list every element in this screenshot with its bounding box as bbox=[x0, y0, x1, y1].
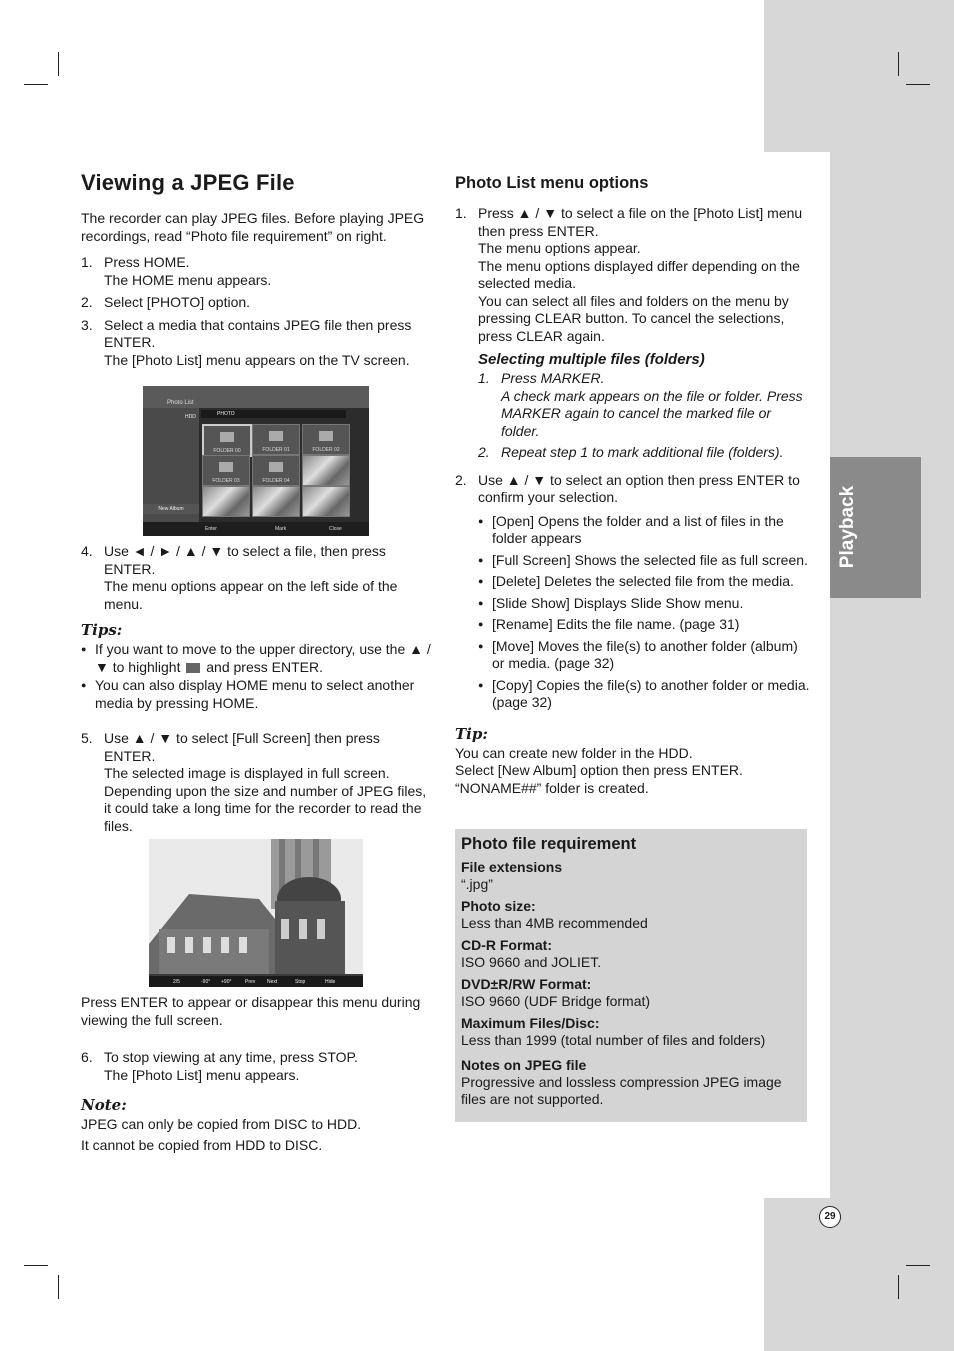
fullscreen-photo-screenshot bbox=[149, 839, 363, 987]
crop-mark bbox=[906, 84, 930, 85]
fullscreen-note: Press ENTER to appear or disappear this menu during viewing the full screen. bbox=[81, 994, 421, 1028]
photo-thumb bbox=[252, 486, 300, 517]
folder-thumb: FOLDER 00 bbox=[202, 424, 252, 457]
requirement-title: Photo file requirement bbox=[461, 835, 637, 853]
left-column-continued bbox=[81, 543, 431, 840]
folder-thumb: FOLDER 01 bbox=[252, 424, 300, 455]
req-value: Less than 4MB recommended bbox=[461, 915, 648, 931]
tip-item: ● You can also display HOME menu to select another media by pressing HOME. bbox=[81, 677, 431, 712]
folder-up-icon bbox=[186, 663, 200, 673]
photo-list-screenshot bbox=[143, 386, 369, 536]
page-title: Viewing a JPEG File bbox=[81, 170, 295, 195]
note-line: It cannot be copied from HDD to DISC. bbox=[81, 1136, 323, 1153]
crop-mark bbox=[58, 1275, 59, 1299]
req-label: Maximum Files/Disc: bbox=[461, 1015, 600, 1031]
page-number: 29 bbox=[819, 1206, 841, 1228]
option-item: ● [Full Screen] Shows the selected file as full screen. bbox=[478, 552, 810, 570]
option-item: ● [Open] Opens the folder and a list of files in the folder appears bbox=[478, 513, 810, 548]
tip-title: Tip: bbox=[455, 724, 488, 743]
req-value: Less than 1999 (total number of files and folders) bbox=[461, 1032, 766, 1048]
right-column bbox=[455, 170, 810, 797]
tip-item: ● If you want to move to the upper directory, use the ▲ / ▼ to highlight and press ENTER. bbox=[81, 641, 431, 676]
req-label: Notes on JPEG file bbox=[461, 1057, 587, 1073]
req-value: ISO 9660 and JOLIET. bbox=[461, 954, 602, 970]
req-value: “.jpg” bbox=[461, 876, 493, 892]
intro-text: The recorder can play JPEG files. Before playing JPEG recordings, read “Photo file requirement” on right. bbox=[81, 210, 425, 244]
path-bar: PHOTO bbox=[201, 410, 346, 418]
req-label: CD-R Format: bbox=[461, 937, 552, 953]
crop-mark bbox=[24, 84, 48, 85]
step: 5. Use ▲ / ▼ to select [Full Screen] then press ENTER. The selected image is displayed in full screen. Depending upon the size and number of JPEG files, it could take a long time for the recorder to read the files. bbox=[81, 730, 427, 834]
fullscreen-control-bar: 2/5 -90° +90° Prev Next Stop Hide bbox=[149, 976, 363, 987]
crop-mark bbox=[24, 1265, 48, 1266]
option-item: ● [Slide Show] Displays Slide Show menu. bbox=[478, 595, 810, 613]
photo-thumb bbox=[202, 486, 250, 517]
crop-mark bbox=[58, 52, 59, 76]
step: 2. Select [PHOTO] option. bbox=[81, 294, 251, 310]
tips-title: Tips: bbox=[81, 621, 123, 639]
folder-thumb: FOLDER 03 bbox=[202, 455, 250, 486]
option-item: ● [Rename] Edits the file name. (page 31) bbox=[478, 616, 810, 634]
side-panel-top bbox=[764, 0, 954, 152]
note-line: JPEG can only be copied from DISC to HDD. bbox=[81, 1116, 362, 1132]
side-panel-bottom bbox=[764, 1198, 954, 1351]
option-item: ● [Delete] Deletes the selected file from the media. bbox=[478, 573, 810, 591]
folder-thumb: FOLDER 04 bbox=[252, 455, 300, 486]
sub-step: 1. Press MARKER. A check mark appears on the file or folder. Press MARKER again to cancel the marked file or folder. bbox=[478, 370, 803, 439]
left-column bbox=[81, 170, 431, 374]
req-label: Photo size: bbox=[461, 898, 536, 914]
sub-step: 2. Repeat step 1 to mark additional file (folders). bbox=[478, 444, 784, 460]
req-value: ISO 9660 (UDF Bridge format) bbox=[461, 993, 651, 1009]
photo-requirement-box bbox=[455, 829, 807, 1122]
crop-mark bbox=[898, 1275, 899, 1299]
screen-title: Photo List bbox=[167, 400, 194, 406]
new-album-option: New Album bbox=[143, 504, 199, 514]
folder-thumb: FOLDER 02 bbox=[302, 424, 350, 455]
step: 1. Press ▲ / ▼ to select a file on the [Photo List] menu then press ENTER. The menu options appear. The menu options displayed differ depending on the selected media. You can select all files and folders on the menu by pressing CLEAR button. To cancel the selections, press CLEAR again. bbox=[455, 205, 803, 344]
building-photo bbox=[149, 839, 363, 987]
req-label: DVD±R/RW Format: bbox=[461, 976, 592, 992]
tip-line: “NONAME##” folder is created. bbox=[455, 779, 649, 796]
req-value: Progressive and lossless compression JPEG image files are not supported. bbox=[461, 1074, 782, 1107]
tip-line: Select [New Album] option then press ENTER. bbox=[455, 762, 743, 778]
photo-thumb bbox=[302, 455, 350, 486]
subsection-title: Selecting multiple files (folders) bbox=[478, 351, 705, 368]
screen-footer: Enter Mark Close bbox=[143, 522, 369, 536]
step: 6. To stop viewing at any time, press STOP. The [Photo List] menu appears. bbox=[81, 1049, 358, 1083]
step: 1. Press HOME. The HOME menu appears. bbox=[81, 254, 272, 288]
options-list bbox=[478, 513, 810, 712]
crop-mark bbox=[898, 52, 899, 76]
note-title: Note: bbox=[81, 1096, 127, 1114]
section-tab-label: Playback bbox=[837, 485, 858, 569]
left-column-bottom bbox=[81, 994, 431, 1154]
step: 4. Use ◄ / ► / ▲ / ▼ to select a file, then press ENTER. The menu options appear on the left side of the menu. bbox=[81, 543, 398, 612]
req-label: File extensions bbox=[461, 859, 563, 875]
photo-thumb bbox=[302, 486, 350, 517]
tip-line: You can create new folder in the HDD. bbox=[455, 744, 693, 761]
side-panel bbox=[830, 152, 954, 1198]
step: 3. Select a media that contains JPEG file then press ENTER. The [Photo List] menu appears on the TV screen. bbox=[81, 316, 412, 368]
section-title: Photo List menu options bbox=[455, 174, 649, 192]
option-item: ● [Copy] Copies the file(s) to another folder or media. (page 32) bbox=[478, 677, 810, 712]
crop-mark bbox=[906, 1265, 930, 1266]
drive-label: HDD bbox=[185, 414, 196, 420]
tips-list bbox=[81, 641, 431, 712]
step: 2. Use ▲ / ▼ to select an option then press ENTER to confirm your selection. ● [Open] Opens the folder and a list of files in the folder appears ● [Full Screen] Shows the selected file as full screen. ● [Delete] Deletes the selected file from the media. ● [Slide Show] Displays Slide Show menu. ● [Rename] Edits the file name. (page 31) ● [Move] Moves the file(s) to another folder (album) or media. (page 32) ● [Copy] Copies the file(s) to another folder or media. (page 32) bbox=[455, 472, 810, 720]
option-item: ● [Move] Moves the file(s) to another folder (album) or media. (page 32) bbox=[478, 638, 810, 673]
